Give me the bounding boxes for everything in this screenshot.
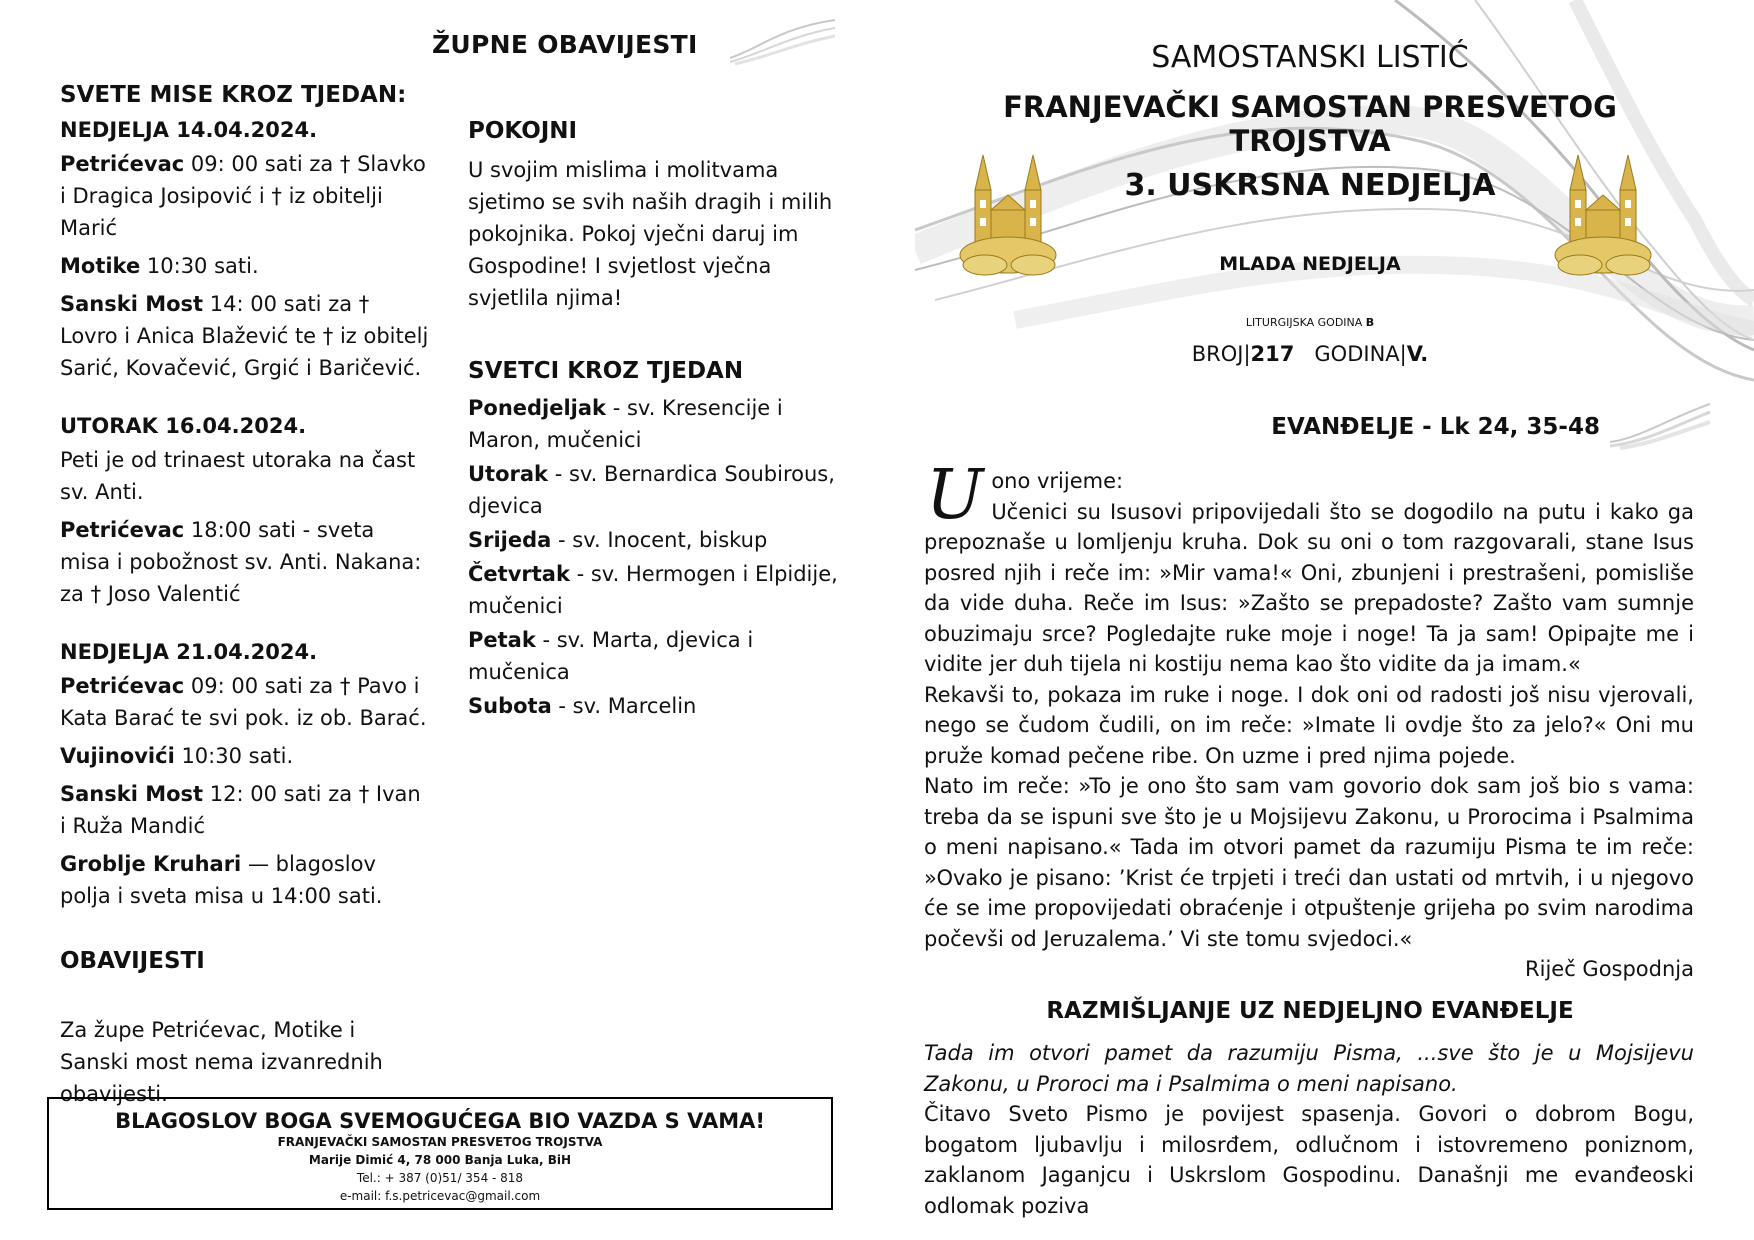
gospel-text xyxy=(924,456,1694,985)
mass-date: NEDJELJA 14.04.2024. xyxy=(60,118,318,142)
masses-days xyxy=(60,118,430,912)
saint-name: - sv. Marcelin xyxy=(551,694,697,718)
decorative-wave-gospel xyxy=(1610,398,1710,450)
gospel-closing: Riječ Gospodnja xyxy=(1525,957,1694,981)
footer-org: FRANJEVAČKI SAMOSTAN PRESVETOG TROJSTVA xyxy=(277,1135,603,1149)
saint-entry xyxy=(468,458,838,522)
mass-entry xyxy=(60,250,430,282)
saint-entry xyxy=(468,392,838,456)
mass-entry xyxy=(60,514,430,610)
gospel-heading: EVANĐELJE - Lk 24, 35-48 xyxy=(1271,414,1600,440)
sunday-subtitle: MLADA NEDJELJA xyxy=(1219,253,1401,275)
saints-heading: SVETCI KROZ TJEDAN xyxy=(468,358,744,384)
mass-entry xyxy=(60,670,430,734)
mass-place: Motike xyxy=(60,254,141,278)
mass-place: Sanski Most xyxy=(60,782,204,806)
liturgical-year-label: LITURGIJSKA GODINA xyxy=(1245,316,1366,329)
mass-details: Peti je od trinaest utoraka na čast sv. Anti. xyxy=(60,448,416,504)
saint-day: Petak xyxy=(468,628,536,652)
mass-place: Vujinovići xyxy=(60,744,175,768)
issue-number: 217 xyxy=(1250,342,1295,366)
year-label: GODINA| xyxy=(1314,342,1407,366)
issue-info xyxy=(1110,342,1510,366)
notices-text: Za župe Petrićevac, Motike i Sanski most nema izvanrednih obavijesti. xyxy=(60,1018,383,1106)
saint-name: - sv. Bernardica Soubirous, djevica xyxy=(468,462,835,518)
mass-details: 09: 00 sati za † Slavko i Dragica Josipović i † iz obitelji Marić xyxy=(60,152,426,240)
footer-contact-box xyxy=(47,1097,833,1210)
mass-details: 12: 00 sati za † Ivan i Ruža Mandić xyxy=(60,782,421,838)
saints-list xyxy=(468,392,838,722)
sunday-title: 3. USKRSNA NEDJELJA xyxy=(1124,168,1496,203)
mass-place: Sanski Most xyxy=(60,292,204,316)
mass-entry xyxy=(60,740,430,772)
church-emblem-left-icon xyxy=(955,150,1065,280)
mass-details: — blagoslov polja i sveta misa u 14:00 sati. xyxy=(60,852,383,908)
saint-name: - sv. Kresencije i Maron, mučenici xyxy=(468,396,783,452)
mass-details: 18:00 sati - sveta misa i pobožnost sv. Anti. Nakana: za † Joso Valentić xyxy=(60,518,422,606)
mass-day xyxy=(60,414,430,610)
saint-entry xyxy=(468,624,838,688)
liturgical-year-value: B xyxy=(1365,316,1375,329)
year-value: V. xyxy=(1406,342,1429,366)
saint-entry xyxy=(468,690,838,722)
mass-details: 14: 00 sati za † Lovro i Anica Blažević te † iz obitelj Sarić, Kovačević, Grgić i Baričević. xyxy=(60,292,429,380)
footer-blessing: BLAGOSLOV BOGA SVEMOGUĆEGA BIO VAZDA S VAMA! xyxy=(115,1109,765,1133)
mass-details: 09: 00 sati za † Pavo i Kata Barać te svi pok. iz ob. Barać. xyxy=(60,674,427,730)
mass-place: Petrićevac xyxy=(60,518,185,542)
mass-date: NEDJELJA 21.04.2024. xyxy=(60,640,318,664)
deceased-text: U svojim mislima i molitvama sjetimo se svih naših dragih i milih pokojnika. Pokoj vječni daruj im Gospodine! I svjetlost vječna svjetlila njima! xyxy=(468,158,833,310)
saint-entry xyxy=(468,524,838,556)
gospel-paragraph: Rekavši to, pokaza im ruke i noge. I dok oni od radosti još nisu vjerovali, nego se čudom čudili, on im reče: »Imate li ovdje što za jelo?« Oni mu pruže komad pečene ribe. On uzme i pred njima pojede. xyxy=(924,682,1694,768)
deceased-saints-column xyxy=(468,118,838,724)
mass-day xyxy=(60,118,430,384)
mass-date: UTORAK 16.04.2024. xyxy=(60,414,307,438)
saint-name: - sv. Inocent, biskup xyxy=(551,528,768,552)
reflection-body: Čitavo Sveto Pismo je povijest spasenja. Govori o dobrom Bogu, bogatom ljubavlju i milosrđem, odlučnom i istovremeno poniznom, zaklanom Jaganjcu i Uskrslom Gospodinu. Današnji me evanđeoski odlomak poziva xyxy=(924,1102,1694,1218)
mass-entry xyxy=(60,444,430,508)
deceased-heading: POKOJNI xyxy=(468,118,578,144)
saint-day: Utorak xyxy=(468,462,549,486)
footer-phone: Tel.: + 387 (0)51/ 354 - 818 xyxy=(356,1171,524,1185)
gospel-first-line: ono vrijeme: xyxy=(991,469,1124,493)
footer-address: Marije Dimić 4, 78 000 Banja Luka, BiH xyxy=(308,1153,572,1167)
mass-entry xyxy=(60,848,430,912)
mass-entry xyxy=(60,148,430,244)
mass-entry xyxy=(60,778,430,842)
mass-entry xyxy=(60,288,430,384)
footer-email[interactable]: e-mail: f.s.petricevac@gmail.com xyxy=(339,1189,541,1203)
parish-notices-title: ŽUPNE OBAVIJESTI xyxy=(432,30,698,59)
saint-day: Subota xyxy=(468,694,552,718)
mass-details: 10:30 sati. xyxy=(140,254,259,278)
masses-heading: SVETE MISE KROZ TJEDAN: xyxy=(60,82,407,108)
saint-name: - sv. Marta, djevica i mučenica xyxy=(468,628,754,684)
newsletter-kicker: SAMOSTANSKI LISTIĆ xyxy=(1151,40,1469,75)
mass-details: 10:30 sati. xyxy=(174,744,294,768)
reflection-quote: Tada im otvori pamet da razumiju Pisma, ...sve što je u Mojsijevu Zakonu, u Proroci ma i Psalmima o meni napisano. xyxy=(924,1041,1694,1096)
mass-place: Petrićevac xyxy=(60,152,185,176)
notices-heading: OBAVIJESTI xyxy=(60,948,205,974)
decorative-wave-small xyxy=(730,18,835,66)
saint-entry xyxy=(468,558,838,622)
gospel-paragraph: Učenici su Isusovi pripovijedali što se dogodilo na putu i kako ga prepoznaše u lomljenju kruha. Dok su oni o tom razgovarali, stane Isus posred njih i reče im: »Mir vama!« Oni, zbunjeni i prestrašeni, pomisliše da vide duha. Reče im Isus: »Zašto se prepadoste? Zašto vam sumnje obuzimaju srce? Pogledajte ruke moje i noge! Ta ja sam! Opipajte me i vidite jer duh tijela ni kostiju nema kao što vidite da ja imam.« xyxy=(924,499,1694,676)
liturgical-year xyxy=(1110,316,1510,329)
saint-day: Četvrtak xyxy=(468,562,570,586)
saint-day: Srijeda xyxy=(468,528,552,552)
monastery-name: FRANJEVAČKI SAMOSTAN PRESVETOG TROJSTVA xyxy=(1003,90,1617,158)
saint-day: Ponedjeljak xyxy=(468,396,607,420)
church-emblem-right-icon xyxy=(1550,150,1660,280)
gospel-body xyxy=(924,500,1694,951)
masses-column xyxy=(60,82,430,1110)
gospel-paragraph: Nato im reče: »To je ono što sam vam govorio dok sam još bio s vama: treba da se ispuni sve što je u Mojsijevu Zakonu, u Prorocima i Psalmima o meni napisano.« Tada im otvori pamet da razumiju Pisma te im reče: »Ovako je pisano: ’Krist će trpjeti i treći dan ustati od mrtvih, i u njegovo će se ime propovijedati obraćenje i otpuštenje grijeha po svim narodima počevši od Jeruzalema.’ Vi ste tomu svjedoci.« xyxy=(924,774,1694,951)
saint-name: - sv. Hermogen i Elpidije, mučenici xyxy=(468,562,838,618)
reflection-text-block xyxy=(924,1038,1694,1221)
mass-place: Petrićevac xyxy=(60,674,185,698)
gospel-dropcap: U xyxy=(926,456,984,535)
mass-day xyxy=(60,640,430,912)
reflection-heading: RAZMIŠLJANJE UZ NEDJELJNO EVANĐELJE xyxy=(1046,998,1574,1024)
mass-place: Groblje Kruhari xyxy=(60,852,242,876)
issue-label: BROJ| xyxy=(1191,342,1251,366)
